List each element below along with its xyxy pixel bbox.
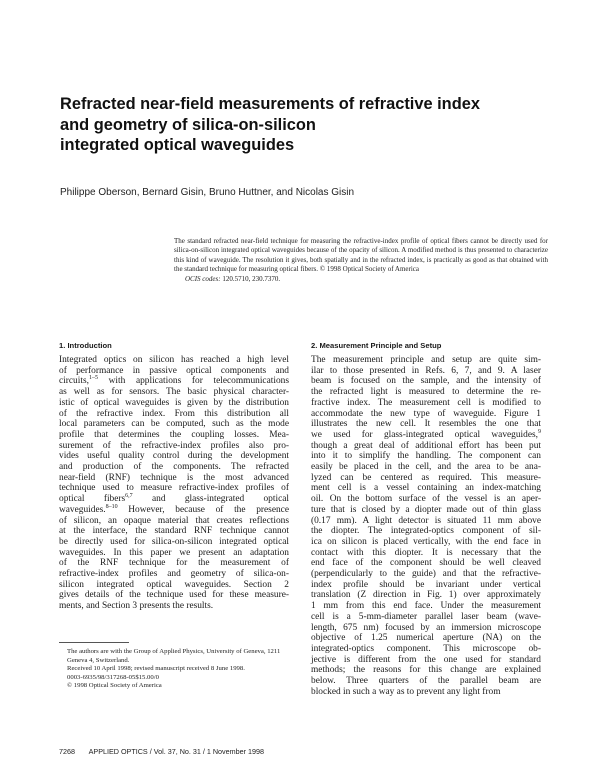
- footnote: [59, 648, 291, 691]
- abstract-text: The standard refracted near-field technique for measuring the refractive-index profile of optical fibers cannot be directly used for silica-on-silicon integrated optical waveguides because of the opacity of silicon. A modified method is thus presented to characterize this kind of waveguide. The resolution it gives, both spatially and in the refracted index, is practically as good as that obtained with the standard technique for measuring optical fibers. © 1998 Optical Society of America: [174, 237, 548, 274]
- text-line: gives details of the technique used for these measure-: [59, 590, 289, 601]
- text-line: of silicon, an opaque material that creates reflections: [59, 515, 289, 526]
- text-line: of the RNF technique for the measurement of: [59, 558, 289, 569]
- footnote-divider: [59, 642, 129, 643]
- text-line: lyzed can be centered as required. This measure-: [311, 472, 541, 483]
- text-line: istic of optical waveguides is given by the distribution: [59, 397, 289, 408]
- text-line: blocked in such a way as to prevent any light from: [311, 686, 501, 697]
- text-line: surement of the refractive-index profiles also pro-: [59, 440, 289, 451]
- text-line: ment cell is a vessel containing an index-matching: [311, 483, 541, 494]
- ocis-values: 120.5710, 230.7370.: [222, 274, 281, 283]
- page-footer: [59, 747, 264, 756]
- text-line: profile that determines the coupling losses. Mea-: [59, 429, 289, 440]
- text-line: The measurement principle and setup are quite sim-: [311, 355, 541, 365]
- citation-superscript: 1–5: [88, 375, 98, 382]
- text-line: ments, and Section 3 presents the results.: [59, 601, 214, 612]
- text-line: refractive-index profiles and geometry of silica-on-: [59, 569, 289, 580]
- text-line: vides useful quality control during the development: [59, 451, 289, 462]
- text-line: waveguides. In this paper we present an adaptation: [59, 547, 289, 558]
- text-line: objective of 1.25 numerical aperture (NA) on the: [311, 633, 541, 644]
- text-line: circuits,$^{1-5}$ with applications for telecommunications: [59, 375, 289, 387]
- text-line: methods; the reasons for this change are explained: [311, 665, 541, 676]
- text-line: into it to simplify the handling. The component can: [311, 451, 541, 462]
- footnote-received: Received 10 April 1998; revised manuscript received 8 June 1998.: [67, 665, 245, 673]
- text-line: below. Three quarters of the parallel beam are: [311, 676, 541, 687]
- text-line: the refracted light is measured to determine the re-: [311, 387, 541, 398]
- citation-superscript: 8–10: [105, 503, 118, 510]
- abstract: [174, 237, 548, 284]
- text-line: as well as for sensors. The basic physical character-: [59, 387, 289, 398]
- column-left: [59, 341, 289, 612]
- text-line: at the interface, the standard RNF technique cannot: [59, 526, 289, 537]
- text-line: fractive index. The measurement cell is modified to: [311, 397, 541, 408]
- text-line: end face of the component should be well cleaved: [311, 558, 541, 569]
- text-line: illustrates the new cell. It resembles the one that: [311, 419, 541, 430]
- text-line: translation (Z direction in Fig. 1) over approximately: [311, 590, 541, 601]
- text-line: integrated-optics component. This microscope ob-: [311, 643, 541, 654]
- text-line: the diopter. The integrated-optics component of sil-: [311, 526, 541, 537]
- text-line: local parameters can be computed, such as the mode: [59, 419, 289, 430]
- text-line: jective is different from the one used for standard: [311, 654, 541, 665]
- text-line: though a great deal of additional effort has been put: [311, 440, 541, 451]
- text-line: of the refractive index. From this distribution all: [59, 408, 289, 419]
- text-line: contact with this diopter. It is necessary that the: [311, 547, 541, 558]
- author-list: Philippe Oberson, Bernard Gisin, Bruno Huttner, and Nicolas Gisin: [60, 187, 355, 198]
- text-line: oil. On the bottom surface of the vessel is an aper-: [311, 494, 541, 505]
- page-number: 7268: [59, 747, 75, 756]
- text-line: ica on silicon is placed vertically, with the end face in: [311, 536, 541, 547]
- text-line: length, 675 nm) focused by an immersion microscope: [311, 622, 541, 633]
- text-line: beam is focused on the sample, and the intensity of: [311, 376, 541, 387]
- footnote-copyright: © 1998 Optical Society of America: [67, 682, 162, 690]
- text-line: easily be placed in the cell, and the area to be ana-: [311, 462, 541, 473]
- text-line: be directly used for silica-on-silicon integrated optical: [59, 536, 289, 547]
- title-line: integrated optical waveguides: [60, 136, 295, 154]
- measurement-body: [311, 355, 541, 698]
- column-right: [311, 341, 541, 698]
- section-heading-introduction: 1. Introduction: [59, 341, 112, 350]
- text-line: ture that is closed by a diopter made out of thin glass: [311, 504, 541, 515]
- section-heading-measurement: 2. Measurement Principle and Setup: [311, 341, 442, 350]
- text-line: accommodate the new type of waveguide. Figure 1: [311, 408, 541, 419]
- ocis-label: OCIS codes:: [185, 274, 221, 283]
- text-line: waveguides.$^{8-10}$ However, because of the presence: [59, 503, 289, 515]
- text-line: (0.17 mm). A light detector is situated 11 mm above: [311, 515, 541, 526]
- text-line: optical fibers$^{6,7}$ and glass-integrated optical: [59, 493, 289, 505]
- text-line: Integrated optics on silicon has reached a high level: [59, 355, 289, 365]
- text-line: near-field (RNF) technique is the most advanced: [59, 472, 289, 483]
- ocis-codes: [174, 275, 548, 284]
- text-line: of performance in passive optical components and: [59, 365, 289, 376]
- citation-superscript: 9: [538, 428, 541, 435]
- text-line: (perpendicularly to the guide) and that the refractive-: [311, 569, 541, 580]
- title-line: Refracted near-field measurements of refractive index: [60, 95, 480, 113]
- introduction-body: [59, 355, 289, 612]
- text-line: 1 mm from this end face. Under the measurement: [311, 601, 541, 612]
- text-line: we used for glass-integrated optical waveguides,$^9$: [311, 428, 541, 440]
- title-line: and geometry of silica-on-silicon: [60, 115, 316, 134]
- citation-superscript: 6,7: [125, 493, 133, 500]
- text-line: technique used to measure refractive-index profiles of: [59, 483, 289, 494]
- article-title: [60, 94, 540, 156]
- text-line: silicon integrated optical waveguides. Section 2: [59, 579, 289, 590]
- text-line: cell is a 5-mm-diameter parallel laser beam (wave-: [311, 611, 541, 622]
- text-line: index profile should be invariant under vertical: [311, 579, 541, 590]
- text-line: and production of the components. The refracted: [59, 462, 289, 473]
- footnote-code: 0003-6935/98/317268-05$15.00/0: [67, 673, 159, 681]
- journal-citation: APPLIED OPTICS / Vol. 37, No. 31 / 1 November 1998: [88, 747, 264, 756]
- footnote-affiliation: The authors are with the Group of Applied Physics, University of Geneva, 1211 Geneva 4, Switzerland.: [67, 648, 281, 664]
- text-line: ilar to those presented in Refs. 6, 7, and 9. A laser: [311, 365, 541, 376]
